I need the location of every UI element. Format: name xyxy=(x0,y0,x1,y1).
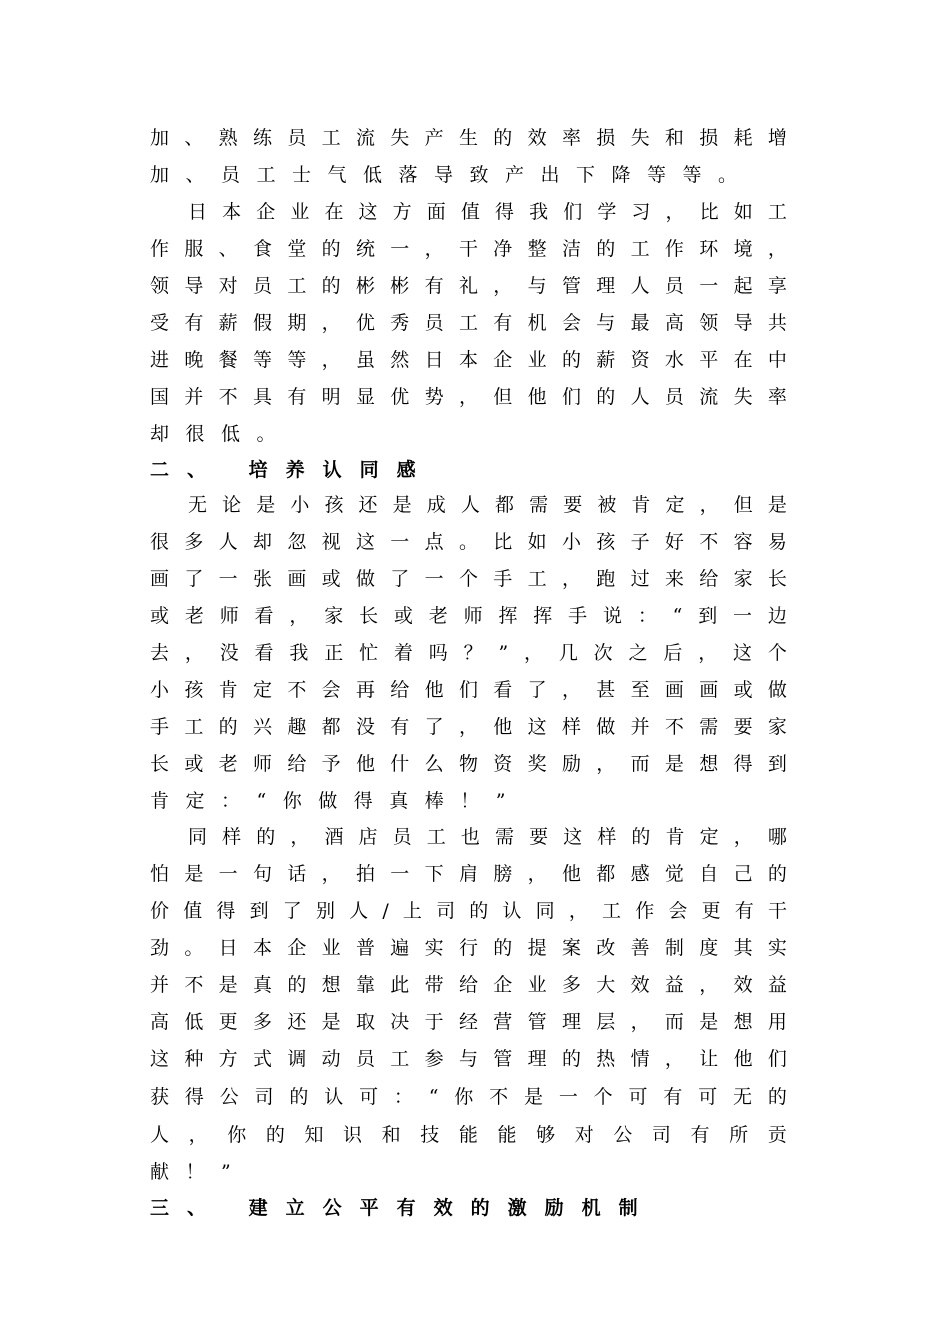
text-line: 劲 。 日 本 企 业 普 遍 实 行 的 提 案 改 善 制 度 其 实 xyxy=(150,937,787,959)
text-line: 国 并 不 具 有 明 显 优 势 ， 但 他 们 的 人 员 流 失 率 xyxy=(150,386,787,408)
text-line: 或 老 师 看 ， 家 长 或 老 师 挥 挥 手 说 ： “ 到 一 边 xyxy=(150,605,787,627)
text-line: 去 ， 没 看 我 正 忙 着 吗 ？ ” ， 几 次 之 后 ， 这 个 xyxy=(150,642,787,664)
text-line: 献！” xyxy=(150,1161,248,1183)
text-line: 手 工 的 兴 趣 都 没 有 了 ， 他 这 样 做 并 不 需 要 家 xyxy=(150,716,787,738)
text-line: 作 服 、 食 堂 的 统 一 ， 干 净 整 洁 的 工 作 环 境 ， xyxy=(150,238,787,260)
text-line: 却很低。 xyxy=(150,423,293,445)
text-line: 价 值 得 到 了 别 人 / 上 司 的 认 同 ， 工 作 会 更 有 干 xyxy=(150,900,787,922)
text-line: 高 低 更 多 还 是 取 决 于 经 营 管 理 层 ， 而 是 想 用 xyxy=(150,1011,787,1033)
paragraph-first-line: 同 样 的 ， 酒 店 员 工 也 需 要 这 样 的 肯 定 ， 哪 xyxy=(188,826,787,848)
text-line: 这 种 方 式 调 动 员 工 参 与 管 理 的 热 情 ， 让 他 们 xyxy=(150,1048,787,1070)
text-line: 画 了 一 张 画 或 做 了 一 个 手 工 ， 跑 过 来 给 家 长 xyxy=(150,568,787,590)
text-line: 领 导 对 员 工 的 彬 彬 有 礼 ， 与 管 理 人 员 一 起 享 xyxy=(150,275,787,297)
text-line: 加 、 熟 练 员 工 流 失 产 生 的 效 率 损 失 和 损 耗 增 xyxy=(150,127,787,149)
text-line: 加、员工士气低落导致产出下降等等。 xyxy=(150,164,754,186)
text-line: 进 晚 餐 等 等 ， 虽 然 日 本 企 业 的 薪 资 水 平 在 中 xyxy=(150,349,787,371)
paragraph-first-line: 日 本 企 业 在 这 方 面 值 得 我 们 学 习 ， 比 如 工 xyxy=(188,201,787,223)
section-heading: 二、 培养认同感 xyxy=(150,459,434,481)
text-line: 受 有 薪 假 期 ， 优 秀 员 工 有 机 会 与 最 高 领 导 共 xyxy=(150,312,787,334)
paragraph-first-line: 无 论 是 小 孩 还 是 成 人 都 需 要 被 肯 定 ， 但 是 xyxy=(188,494,787,516)
text-line: 很 多 人 却 忽 视 这 一 点 。 比 如 小 孩 子 好 不 容 易 xyxy=(150,531,787,553)
text-line: 获 得 公 司 的 认 可 ： “ 你 不 是 一 个 可 有 可 无 的 xyxy=(150,1086,787,1108)
text-line: 小 孩 肯 定 不 会 再 给 他 们 看 了 ， 甚 至 画 画 或 做 xyxy=(150,679,787,701)
text-line: 肯定：“你做得真棒！” xyxy=(150,790,522,812)
text-line: 并 不 是 真 的 想 靠 此 带 给 企 业 多 大 效 益 ， 效 益 xyxy=(150,974,787,996)
text-line: 人 ， 你 的 知 识 和 技 能 能 够 对 公 司 有 所 贡 xyxy=(150,1124,787,1146)
section-heading: 三、 建立公平有效的激励机制 xyxy=(150,1197,656,1219)
text-line: 怕 是 一 句 话 ， 拍 一 下 肩 膀 ， 他 都 感 觉 自 己 的 xyxy=(150,863,787,885)
text-line: 长 或 老 师 给 予 他 什 么 物 资 奖 励 ， 而 是 想 得 到 xyxy=(150,753,787,775)
